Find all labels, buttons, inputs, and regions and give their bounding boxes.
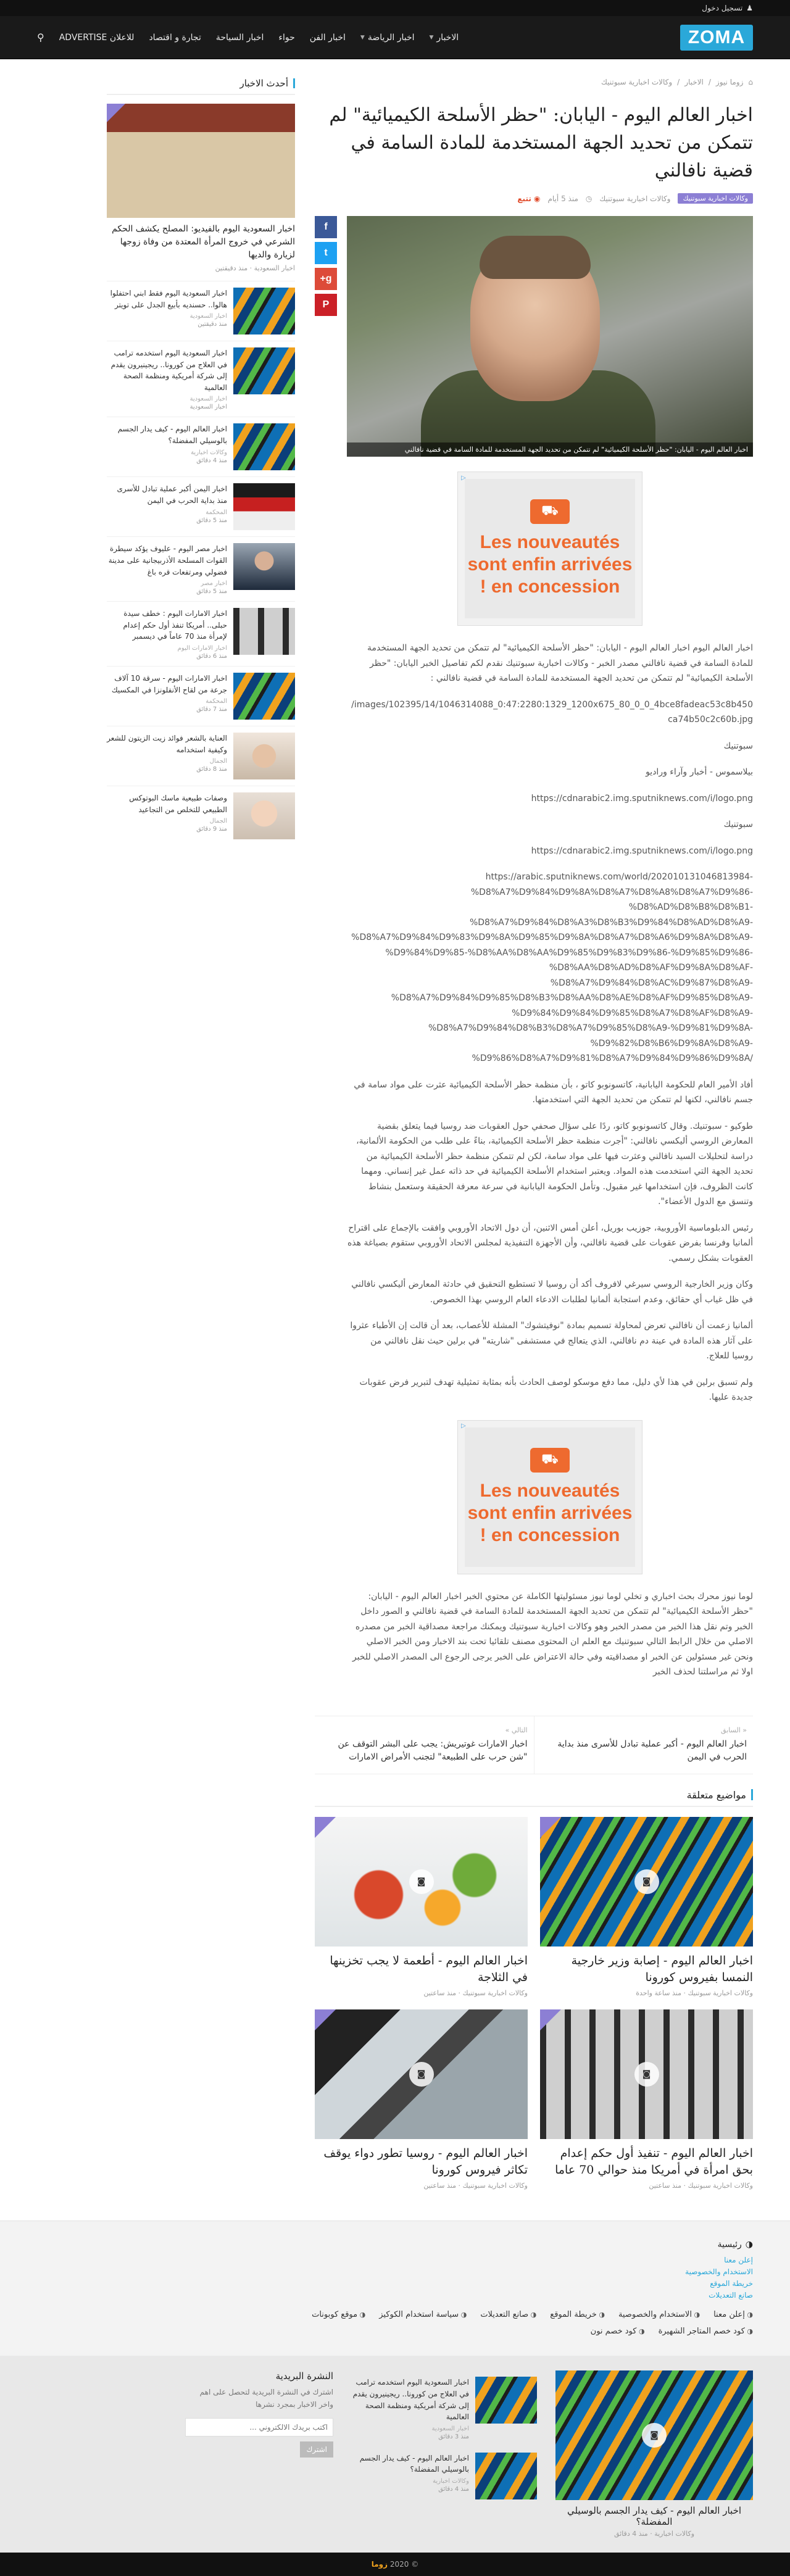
category-badge[interactable]: وكالات اخبارية سبوتنيك xyxy=(678,193,753,204)
login-link[interactable] xyxy=(702,4,753,12)
footer-vertical-links xyxy=(37,2254,753,2302)
sidebar-news-item[interactable]: اخبار الامارات اليوم : خطف سيدة حبلى.. أمريكا تنفذ أول حكم إعدام لإمرأة منذ 70 عاماً في ديسمبر اخبار الامارات اليوم منذ 6 دقائق xyxy=(107,601,295,666)
related-thumbnail xyxy=(540,2009,753,2139)
circle-icon: ◑ xyxy=(745,2239,753,2250)
follow-button[interactable]: ◉ تتبع xyxy=(517,194,541,203)
news-thumbnail xyxy=(233,288,295,334)
nav-item-hawaa[interactable]: حواء xyxy=(278,32,295,43)
footer-link[interactable]: خريطة الموقع xyxy=(710,2279,753,2288)
ad-text: Les nouveautés sont enfin arrivées en concession ! xyxy=(467,532,633,597)
sidebar-news-item[interactable]: اخبار اليمن أكبر عملية تبادل للأسرى منذ بداية الحرب في اليمن المحكمة منذ 5 دقائق xyxy=(107,476,295,536)
breadcrumb: ⌂ زوما نيوز / الاخبار / وكالات اخبارية سبوتنيك xyxy=(601,78,753,86)
facebook-share-icon[interactable]: f xyxy=(315,216,337,238)
main-nav xyxy=(37,31,459,43)
footer-link[interactable]: ◑ الاستخدام والخصوصية xyxy=(618,2310,700,2319)
nav-item-news[interactable]: الاخبار ▼ xyxy=(429,32,459,43)
footer-feature-image xyxy=(555,2370,753,2500)
sidebar-news-item[interactable]: اخبار السعودية اليوم استخدمه ترامب في العلاج من كورونا.. ريجينيرون يقدم إلى شركة أمريكية ومنظمة الصحة العالمية اخبار السعودية اخبار السعودية xyxy=(107,341,295,417)
newsletter-text: اشترك في النشرة البريدية لتحصل على اهم واخر الاخبار بمجرد نشرها xyxy=(199,2388,333,2409)
ad-close-icon[interactable]: ▷ xyxy=(461,1423,466,1429)
newsletter-widget xyxy=(185,2370,333,2457)
camera-icon: ◙ xyxy=(634,1869,659,1894)
share-bar xyxy=(315,216,337,1691)
paragraph: وكان وزير الخارجية الروسي سيرغي لافروف أكد أن روسيا لا تستطيع التحقيق في حادثة المعارض أليكسي نافالني في ظل غياب أي حقائق، وعدم استجابة ألمانيا لطلبات الادعاء العام الروسي بهذا الخصوص. xyxy=(351,1279,753,1305)
paragraph: ألمانيا زعمت أن نافالني تعرض لمحاولة تسميم بمادة "نوفيتشوك" المشلة للأعصاب، بعد أن قالت إن الأطباء عثروا على آثار هذه المادة في عينة دم نافالني، الذي يتعالج في مستشفى "شاريته" في برلين حيث نقل نافالني من روسيا للعلاج. xyxy=(350,1321,753,1361)
camera-icon: ◙ xyxy=(634,2062,659,2087)
footer-links-area xyxy=(0,2221,790,2356)
copyright-text: © 2020 xyxy=(389,2560,419,2569)
footer-link[interactable]: ◑ كود خصم نون xyxy=(591,2327,645,2336)
post-navigation xyxy=(315,1716,753,1774)
footer-link[interactable]: إعلن معنا xyxy=(724,2255,753,2264)
news-thumbnail xyxy=(233,543,295,590)
sidebar-news-item[interactable]: العناية بالشعر فوائد زيت الزيتون للشعر وكيفية استخدامه الجمال منذ 8 دقائق xyxy=(107,726,295,786)
paragraph: https://cdnarabic2.img.sputniknews.com/i/logo.png xyxy=(531,793,753,804)
camera-icon: ◙ xyxy=(642,2423,667,2448)
related-posts xyxy=(315,1817,753,2190)
news-thumbnail xyxy=(233,608,295,655)
footer-widgets xyxy=(0,2356,790,2553)
article-hero-image xyxy=(347,216,753,457)
google-plus-share-icon[interactable]: g+ xyxy=(315,268,337,290)
breadcrumb-news[interactable]: الاخبار xyxy=(684,78,704,86)
ad-banner-1[interactable] xyxy=(457,472,642,626)
clock-icon: ◷ xyxy=(585,194,592,203)
footer-link[interactable]: ◑ سياسة استخدام الكوكيز xyxy=(379,2310,467,2319)
related-thumbnail xyxy=(315,2009,528,2139)
hero-caption: اخبار العالم اليوم - اليابان: "حظر الأسلحة الكيميائية" لم تتمكن من تحديد الجهة المستخدمة للمادة السامة في قضية نافالني xyxy=(347,442,753,457)
sidebar xyxy=(107,78,295,2190)
sidebar-feature[interactable]: اخبار السعودية اليوم بالفيديو: المصلح يكشف الحكم الشرعي في خروج المرأة المعتدة من وفاة زوجها لزيارة والديها اخبار السعودية · منذ دقيقتين xyxy=(107,104,295,272)
ad-banner-2[interactable] xyxy=(457,1420,642,1574)
logo-mark: ZOMA xyxy=(680,25,753,51)
sidebar-news-item[interactable]: اخبار مصر اليوم - عليوف يؤكد سيطرة القوات المسلحة الأذربيجانية على مدينة فضولي ومرتفعات قره باغ اخبار مصر منذ 5 دقائق xyxy=(107,536,295,601)
author-label[interactable]: وكالات اخبارية سبوتنيك xyxy=(599,194,671,203)
site-logo[interactable] xyxy=(680,25,753,51)
footer-link[interactable]: الاستخدام والخصوصية xyxy=(685,2267,753,2276)
news-thumbnail xyxy=(233,792,295,839)
paragraph: ولم تسبق برلين في هذا لأي دليل، مما دفع موسكو لوصف الحادث بأنه بمثابة تمثيلية تهدف لتبرير فرض عقوبات جديدة عليها. xyxy=(359,1377,753,1402)
paragraph: بيلاسموس - أخبار وآراء وراديو xyxy=(646,767,753,777)
top-utility-bar xyxy=(0,0,790,16)
nav-item-art[interactable]: اخبار الفن xyxy=(309,32,346,43)
footer-brand[interactable]: زوما xyxy=(371,2560,388,2569)
sidebar-news-item[interactable]: اخبار السعودية اليوم فقط ابني احتفلوا هالوا.. حسنديه بأبيع الجدل على تويتر اخبار السعودية منذ دقيقتين xyxy=(107,281,295,341)
main-header xyxy=(0,16,790,59)
footer-link[interactable]: ◑ خريطة الموقع xyxy=(550,2310,605,2319)
news-thumbnail xyxy=(233,347,295,394)
related-thumbnail xyxy=(540,1817,753,1947)
closing-paragraph: لوما نيوز محرك بحث اخباري و تخلي لوما نيوز مسئوليتها الكاملة عن محتوي الخبر اخبار العالم اليوم - اليابان: "حظر الأسلحة الكيميائية" لم تتمكن من تحديد الجهة المستخدمة للمادة السامة في قضية نافالني و الصور داخل الخبر وتم نقل هذا الخبر من مصدر الخبر وهو وكالات اخبارية سبوتنيك ويمكنك مراجعة مصداقية الخبر من مصدره الاصلي من خلال الرابط التالي سبوتنيك مع العلم ان المحتوى مصنف تلقائيا تحت بند الاخبار ومن الخبر الاصلي ونحن غير مسئولين عن الخبر او مصداقيته وفي حالة الاعتراض على الخبر يرجى الرجوع الى المصدر الاصلي للخبر اولا ثم مراسلتنا لحذف الخبر xyxy=(352,1591,753,1677)
publish-time: منذ 5 أيام xyxy=(547,194,578,203)
newsletter-email-input[interactable] xyxy=(185,2418,333,2437)
nav-item-tourism[interactable]: اخبار السياحة xyxy=(215,32,264,43)
related-heading: مواضيع متعلقة xyxy=(315,1789,753,1807)
user-icon: ♟ xyxy=(746,4,753,12)
login-label: تسجيل دخول xyxy=(702,4,743,12)
pinterest-share-icon[interactable]: P xyxy=(315,294,337,316)
nav-item-economy[interactable]: تجارة و اقتصاد xyxy=(149,32,201,43)
copyright-bar xyxy=(0,2553,790,2576)
news-thumbnail xyxy=(233,423,295,470)
main-content xyxy=(315,78,753,2190)
previous-post-link[interactable]: « السابق اخبار العالم اليوم - أكبر عملية تبادل للأسرى منذ بداية الحرب في اليمن xyxy=(557,1726,747,1762)
news-thumbnail xyxy=(233,733,295,779)
paragraph: https://arabic.sputniknews.com/world/202010131046813984-%D8%A7%D9%84%D9%8A%D8%A7%D8%A8%D8%A7%D9%86-%D8%AD%D8%B8%D8%B1-%D8%A7%D9%84%D8%A3%D8%B3%D9%84%D8%AD%D8%A9-%D8%A7%D9%84%D9%83%D9%8A%D9%85%D9%8A%D8%A7%D8%A6%D9%8A%D8%A9-%D9%84%D9%85-%D8%AA%D8%AA%D9%85%D9%83%D9%86-%D9%85%D9%86-%D8%AA%D8%AD%D8%AF%D9%8A%D8%AF-%D8%A7%D9%84%D8%AC%D9%87%D8%A9-%D8%A7%D9%84%D9%85%D8%B3%D8%AA%D8%AE%D8%AF%D9%85%D8%A9-%D9%84%D9%84%D9%85%D8%A7%D8%AF%D8%A9-%D8%A7%D9%84%D8%B3%D8%A7%D9%85%D8%A9-%D9%81%D9%8A-%D9%82%D8%B6%D9%8A%D8%A9-%D9%86%D8%A7%D9%81%D8%A7%D9%84%D9%86%D9%8A/ xyxy=(351,872,753,1063)
footer-link[interactable]: صانع التعديلات xyxy=(709,2291,753,2300)
nav-item-sports[interactable]: اخبار الرياضة ▼ xyxy=(360,32,415,43)
paragraph: رئيس الدبلوماسية الأوروبية، جوزيب بوريل، أعلن أمس الاثنين، أن دول الاتحاد الأوروبي وافقت بالإجماع على اقتراح ألمانيا وفرنسا بفرض عقوبات على قضية نافالني، وأن الأجهزة التنفيذية لمجلس الاتحاد الأوروبي ستقوم بصياغة هذه العقوبات بشكل رسمي. xyxy=(347,1223,753,1263)
news-thumbnail xyxy=(475,2377,537,2424)
site-footer xyxy=(0,2221,790,2576)
footer-news-list xyxy=(352,2370,537,2505)
related-card[interactable]: ◙ اخبار العالم اليوم - أطعمة لا يجب تخزينها في الثلاجة وكالات اخبارية سبوتنيك · منذ ساعتين xyxy=(315,1817,528,1997)
footer-link[interactable]: ◑ موقع كوبونات xyxy=(312,2310,365,2319)
news-thumbnail xyxy=(233,673,295,720)
article-title: اخبار العالم اليوم - اليابان: "حظر الأسلحة الكيميائية" لم تتمكن من تحديد الجهة المستخدمة للمادة السامة في قضية نافالني xyxy=(329,104,753,181)
paragraph: https://cdnarabic2.img.sputniknews.com/i/logo.png xyxy=(531,846,753,856)
camera-icon: ◙ xyxy=(409,1869,434,1894)
search-icon[interactable]: ⚲ xyxy=(37,31,44,43)
breadcrumb-home[interactable]: زوما نيوز xyxy=(715,78,744,86)
ad-text: Les nouveautés sont enfin arrivées en concession ! xyxy=(467,1480,633,1545)
truck-icon: ⛟ xyxy=(530,499,570,524)
footer-horizontal-links xyxy=(37,2310,753,2319)
twitter-share-icon[interactable]: t xyxy=(315,242,337,264)
paragraph: اخبار العالم اليوم اخبار العالم اليوم - اليابان: "حظر الأسلحة الكيميائية" لم تتمكن من تحديد الجهة المستخدمة للمادة السامة في قضية نافالني مصدر الخبر - وكالات اخبارية سبوتنيك نقدم لكم تفاصيل الخبر اليابان: "حظر الأسلحة الكيميائية" لم تتمكن من تحديد الجهة المستخدمة للمادة السامة في قضية نافالني : xyxy=(367,643,753,683)
footer-link[interactable]: ◑ إعلن معنا xyxy=(713,2310,753,2319)
footer-link[interactable]: ◑ صانع التعديلات xyxy=(480,2310,536,2319)
related-thumbnail xyxy=(315,1817,528,1947)
related-card[interactable]: ◙ اخبار العالم اليوم - روسيا تطور دواء يوقف تكاثر فيروس كورونا وكالات اخبارية سبوتنيك · منذ ساعتين xyxy=(315,2009,528,2190)
home-icon: ⌂ xyxy=(748,78,753,86)
footer-feature[interactable]: ◙ اخبار العالم اليوم - كيف يدار الجسم بالوسيلي المفضلة؟ وكالات اخبارية · منذ 4 دقائق xyxy=(555,2370,753,2538)
breadcrumb-category[interactable]: وكالات اخبارية سبوتنيك xyxy=(601,78,673,86)
newsletter-heading: النشرة البريدية xyxy=(275,2370,333,2382)
article-meta xyxy=(315,193,753,204)
latest-news-heading: أحدث الاخبار xyxy=(107,78,295,95)
paragraph: طوكيو - سبوتنيك. وقال كاتسونوبو كاتو، ردًا على سؤال صحفي حول العقوبات ضد روسيا فيما يتعلق بقضية المعارض الروسي أليكسي نافالني: "أجرت منظمة حظر الأسلحة الكيميائية، بناءً على طلب من الحكومة الألمانية، دراسة لتحليلات السيد نافالني وعثرت فيها على مواد سامة، لكن لم تتمكن منظمة حظر الأسلحة الكيميائية من تحديد الجهة التي استخدمت هذه المواد. ويعتبر استخدام الأسلحة الكيميائية في حد ذاته عمل غير إنساني. ومهما كانت الظروف، فإن استخدامها غير مقبول. وتأمل الحكومة اليابانية في سرعة معرفة الحقيقة وستعمل بنشاط وتنسق مع الدول الأعضاء". xyxy=(356,1121,753,1207)
article-body xyxy=(347,216,753,1691)
ad-close-icon[interactable]: ▷ xyxy=(461,474,466,481)
chevron-down-icon: ▼ xyxy=(429,34,434,41)
sidebar-feature-image xyxy=(107,104,295,218)
article-text xyxy=(347,641,753,1405)
paragraph: سبوتنيك xyxy=(723,820,753,829)
footer-main-heading: ◑ رئيسية xyxy=(717,2239,753,2250)
newsletter-subscribe-button[interactable]: اشترك xyxy=(300,2441,333,2458)
chevron-down-icon: ▼ xyxy=(360,34,365,41)
footer-link[interactable]: ◑ كود خصم المتاجر الشهيرة xyxy=(659,2327,753,2336)
camera-icon: ◙ xyxy=(409,2062,434,2087)
sidebar-news-item[interactable]: وصفات طبيعية ماسك البوتوكس الطبيعي للتخلص من التجاعيد الجمال منذ 9 دقائق xyxy=(107,786,295,846)
sidebar-news-item[interactable]: اخبار الامارات اليوم - سرقة 10 آلاف جرعة من لقاح الأنفلونزا في المكسيك المحكمة منذ 7 دقائق xyxy=(107,666,295,726)
footer-news-item[interactable]: اخبار العالم اليوم - كيف يدار الجسم بالوسيلي المفضلة؟ وكالات اخبارية منذ 4 دقائق xyxy=(352,2446,537,2506)
footer-coupon-links xyxy=(37,2327,753,2336)
nav-item-advertise[interactable]: للاعلان ADVERTISE xyxy=(59,32,135,43)
paragraph: سبوتنيك xyxy=(723,741,753,751)
follow-icon: ◉ xyxy=(531,194,541,203)
related-card[interactable]: ◙ اخبار العالم اليوم - تنفيذ أول حكم إعدام بحق امرأة في أمريكا منذ حوالي 70 عاما وكالات اخبارية سبوتنيك · منذ ساعتين xyxy=(540,2009,753,2190)
paragraph: أفاد الأمير العام للحكومة اليابانية، كاتسونوبو كاتو ، بأن منظمة حظر الأسلحة الكيميائية عثرت على مواد سامة في جسم نافالني، لكنها لم تتمكن من تحديد الجهة التي استخدمتها. xyxy=(354,1079,753,1105)
next-post-link[interactable]: التالي » اخبار الامارات غوتيريش: يجب على البشر التوقف عن "شن حرب على الطبيعة" لتجنب الأمراض الامارات xyxy=(315,1716,534,1774)
footer-news-item[interactable]: اخبار السعودية اليوم استخدمه ترامب في العلاج من كورونا.. ريجينيرون يقدم إلى شركة أمريكية ومنظمة الصحة العالمية اخبار السعودية منذ 3 دقائق xyxy=(352,2370,537,2446)
truck-icon: ⛟ xyxy=(530,1448,570,1473)
news-thumbnail xyxy=(233,483,295,530)
paragraph: /images/102395/14/1046314088_0:47:2280:1329_1200x675_80_0_0_4bce8fadeac53c8b450ca74b50c2c60b.jpg xyxy=(351,699,753,725)
news-thumbnail xyxy=(475,2453,537,2499)
sidebar-news-item[interactable]: اخبار العالم اليوم - كيف يدار الجسم بالوسيلي المفضلة؟ وكالات اخبارية منذ 4 دقائق xyxy=(107,417,295,476)
related-card[interactable]: ◙ اخبار العالم اليوم - إصابة وزير خارجية النمسا بفيروس كورونا وكالات اخبارية سبوتنيك · منذ ساعة واحدة xyxy=(540,1817,753,1997)
